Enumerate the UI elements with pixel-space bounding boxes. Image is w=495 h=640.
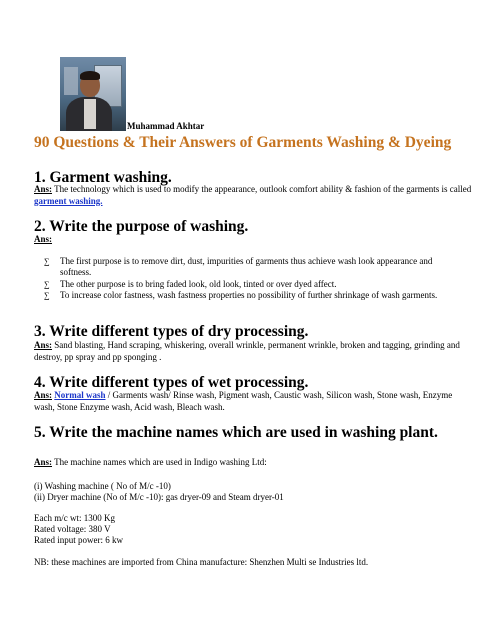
- answer-text: / Garments wash/ Rinse wash, Pigment wash, Caustic wash, Silicon wash, Stone wash, Enzyme wash, Stone Enzyme wash, Acid wash, Bleach wash.: [34, 390, 453, 412]
- section-3-answer: [34, 340, 474, 363]
- bullet-icon: ∑: [44, 257, 50, 266]
- list-item: ∑ The first purpose is to remove dirt, dust, impurities of garments thus achieve wash look appearance and softness.: [44, 256, 433, 278]
- section-2-heading: 2. Write the purpose of washing.: [34, 218, 249, 235]
- answer-label: Ans:: [34, 340, 53, 350]
- garment-washing-link[interactable]: garment washing.: [34, 195, 103, 206]
- section-5-answer: [34, 457, 474, 469]
- answer-label: Ans:: [34, 184, 53, 194]
- document-title: 90 Questions & Their Answers of Garments Washing & Dyeing: [34, 134, 452, 151]
- machine-line: (i) Washing machine ( No of M/c -10): [34, 481, 171, 491]
- purpose-list: [44, 256, 464, 301]
- section-1-answer: [34, 184, 474, 207]
- machine-line: (ii) Dryer machine (No of M/c -10): gas dryer-09 and Steam dryer-01: [34, 492, 284, 502]
- list-item: ∑ The other purpose is to bring faded look, old look, tinted or over dyed affect.: [44, 278, 337, 289]
- author-name: Muhammad Akhtar: [127, 121, 205, 131]
- note-line: NB: these machines are imported from China manufacture: Shenzhen Multi se Industries ltd.: [34, 557, 369, 567]
- section-3-heading: 3. Write different types of dry processing.: [34, 323, 309, 340]
- spec-line: Rated input power: 6 kw: [34, 535, 123, 545]
- section-1-heading: 1. Garment washing.: [34, 169, 172, 186]
- section-4-heading: 4. Write different types of wet processing.: [34, 374, 309, 391]
- answer-text: The technology which is used to modify the appearance, outlook comfort ability & fashion of the garments is called: [52, 184, 472, 194]
- spec-line: Each m/c wt: 1300 Kg: [34, 513, 115, 523]
- spec-line: Rated voltage: 380 V: [34, 524, 111, 534]
- bullet-icon: ∑: [44, 290, 50, 300]
- list-item: ∑ To increase color fastness, wash fastness properties no possibility of further shrinkage of wash garments.: [44, 289, 438, 300]
- answer-text: Sand blasting, Hand scraping, whiskering, overall wrinkle, permanent wrinkle, broken and tagging, grinding and destroy, pp spray and pp sponging .: [34, 340, 460, 362]
- section-2-answer: [34, 234, 474, 246]
- section-4-answer: [34, 390, 474, 413]
- answer-label: Ans:: [34, 390, 53, 400]
- answer-text: The machine names which are used in Indigo washing Ltd:: [52, 457, 267, 467]
- bullet-icon: ∑: [44, 279, 50, 289]
- answer-label: Ans:: [34, 457, 53, 467]
- section-5-heading: 5. Write the machine names which are used in washing plant.: [34, 424, 438, 441]
- author-photo: [60, 57, 126, 131]
- answer-label: Ans:: [34, 234, 53, 244]
- normal-wash-link[interactable]: Normal wash: [54, 390, 106, 400]
